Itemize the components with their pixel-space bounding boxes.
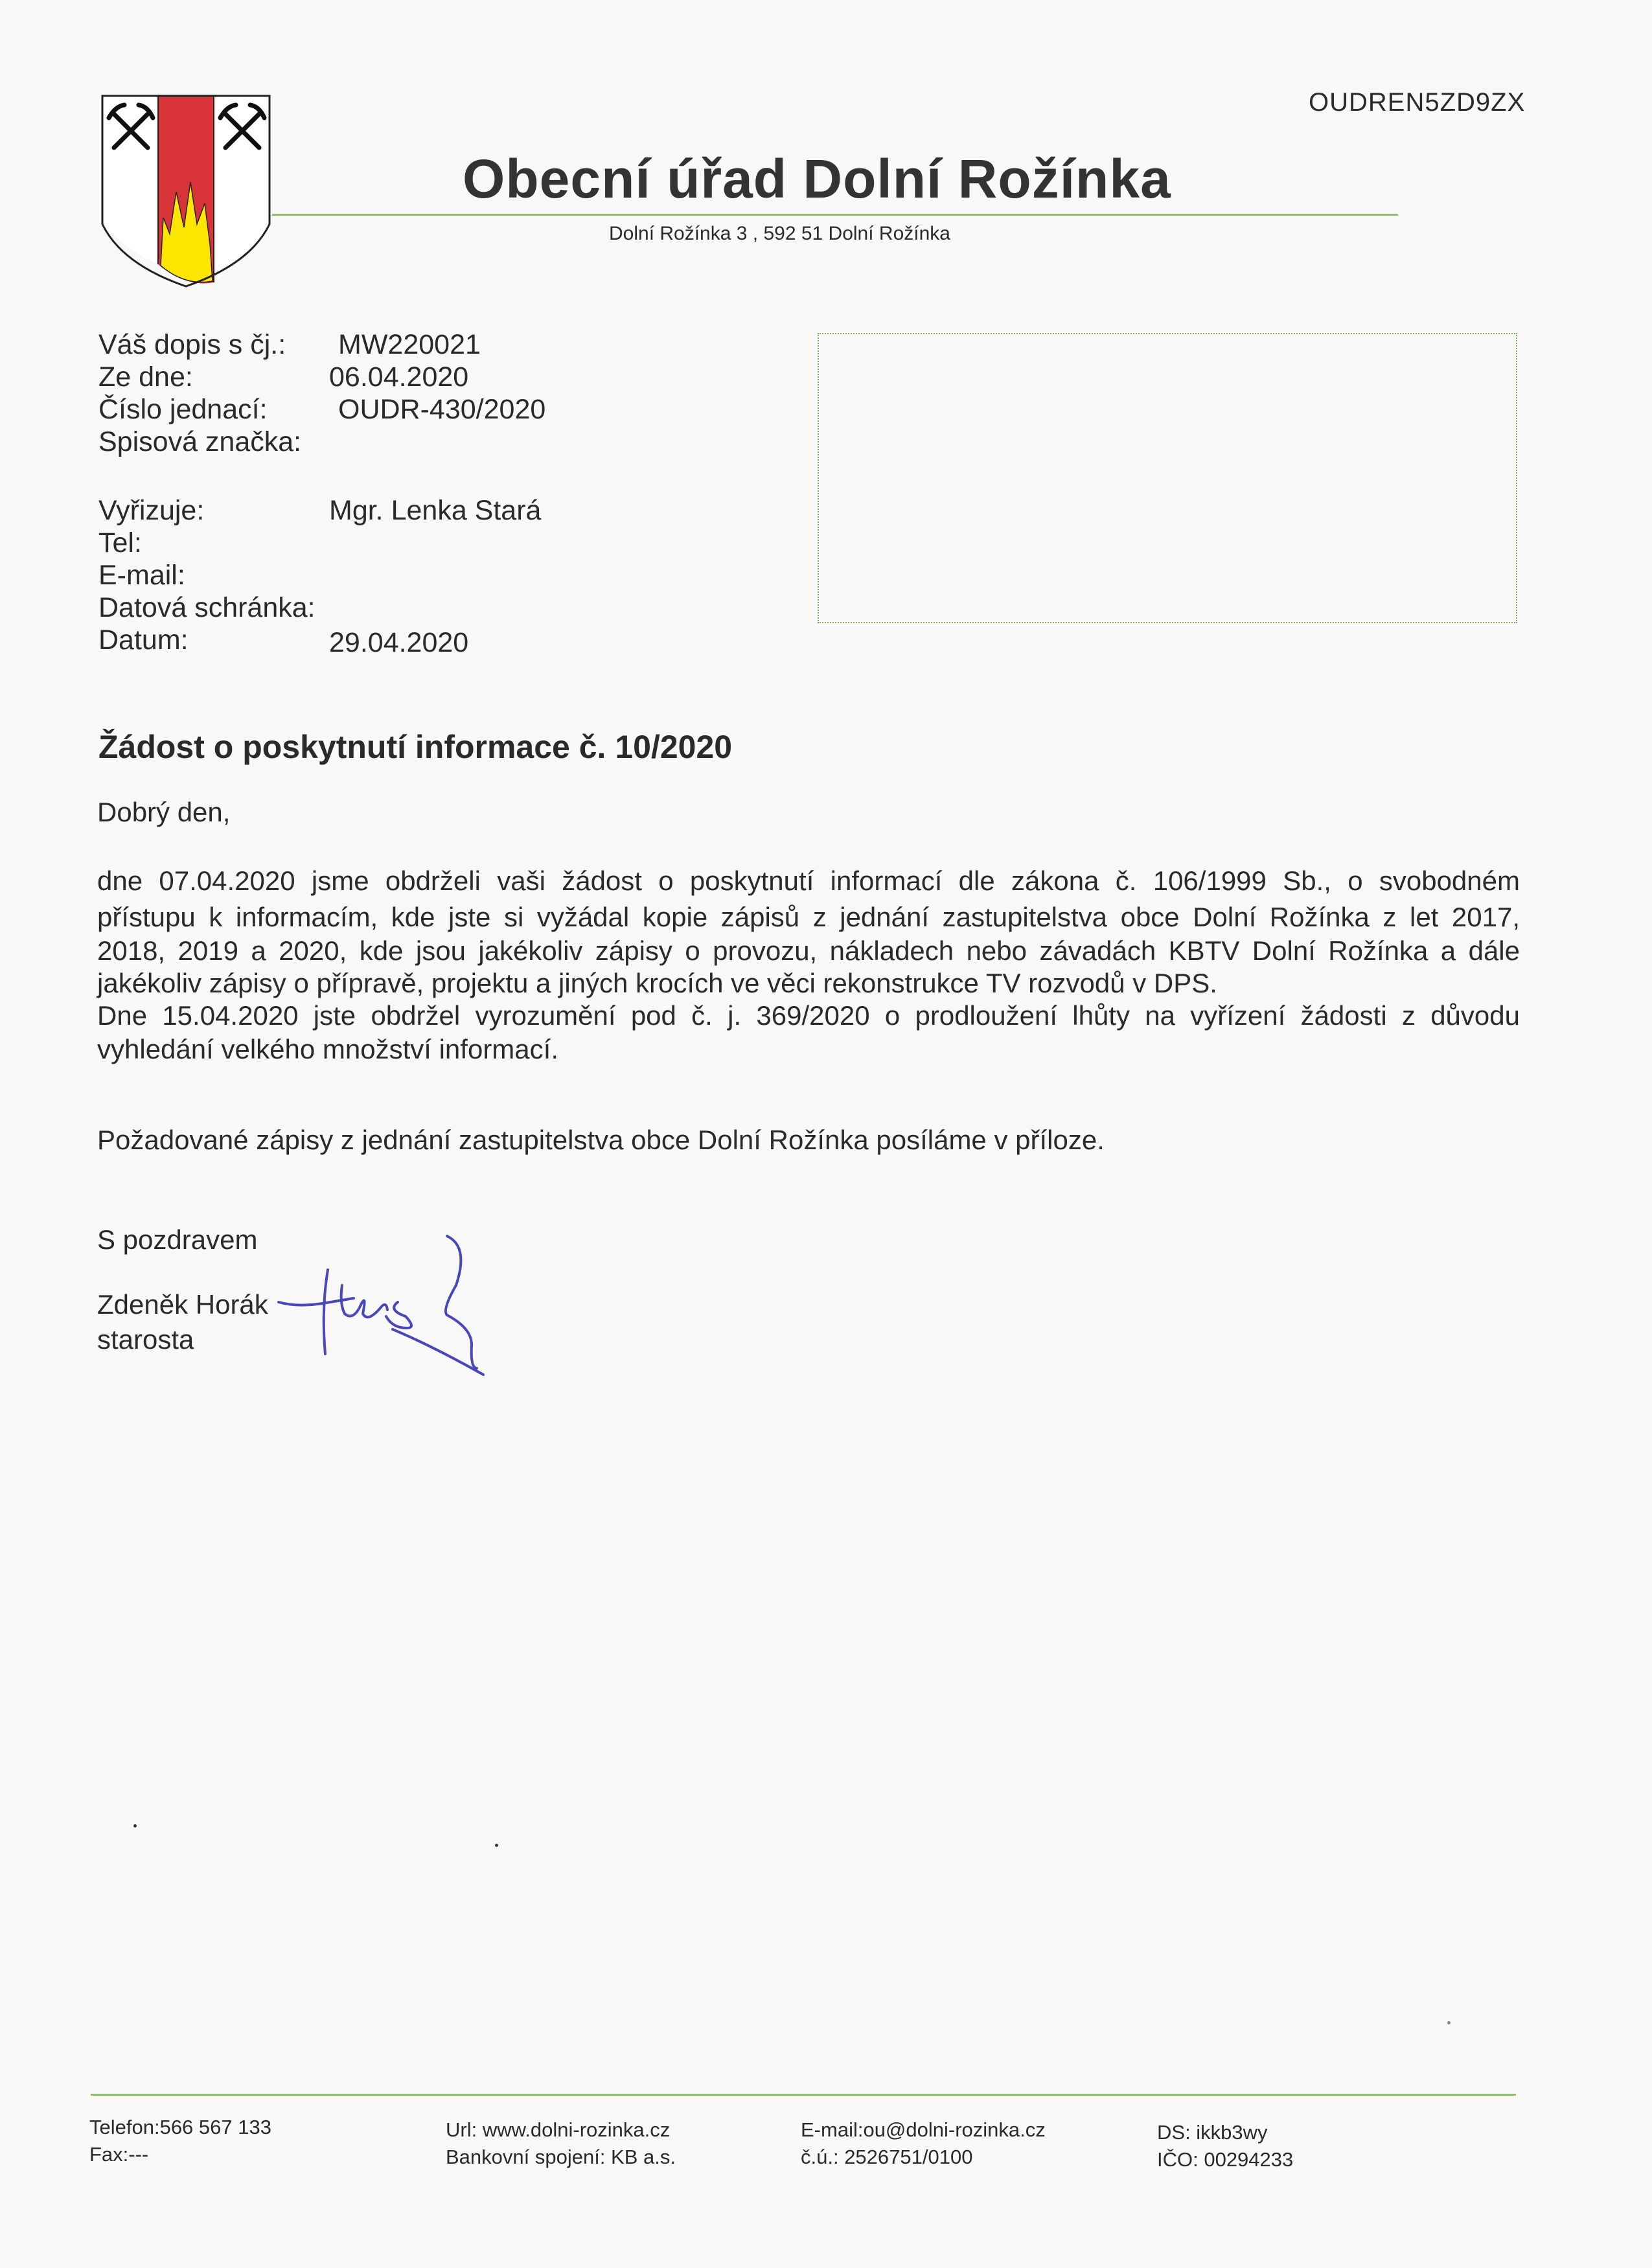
ref-value: MW220021 — [338, 329, 481, 360]
footer-url: Url: www.dolni-rozinka.cz — [446, 2118, 671, 2141]
header-divider — [272, 214, 1398, 216]
handler-value: Mgr. Lenka Stará — [329, 495, 542, 526]
date-value: 29.04.2020 — [329, 627, 469, 658]
footer-ico: IČO: 00294233 — [1157, 2148, 1294, 2171]
document-code: OUDREN5ZD9ZX — [1309, 88, 1526, 117]
tel-label: Tel: — [98, 527, 142, 558]
case-number-value: OUDR-430/2020 — [338, 394, 546, 425]
file-mark-label: Spisová značka: — [98, 426, 302, 457]
footer-email: E-mail:ou@dolni-rozinka.cz — [801, 2118, 1046, 2141]
footer-phone: Telefon:566 567 133 — [89, 2116, 271, 2138]
paragraph1-line: 2018, 2019 a 2020, kde jsou jakékoliv zápisy o provozu, nákladech nebo závadách KBTV Dolní Rožínka a dále — [97, 935, 1520, 966]
footer-fax: Fax:--- — [89, 2143, 149, 2166]
footer-divider — [91, 2094, 1516, 2096]
scan-speck — [133, 1824, 137, 1827]
paragraph3: Požadované zápisy z jednání zastupitelstva obce Dolní Rožínka posíláme v příloze. — [97, 1125, 1105, 1155]
signer-role: starosta — [97, 1324, 194, 1355]
letter-subject: Žádost o poskytnutí informace č. 10/2020 — [98, 729, 733, 765]
ref-label: Váš dopis s čj.: — [98, 329, 286, 360]
footer-account: č.ú.: 2526751/0100 — [801, 2146, 973, 2168]
email-label: E-mail: — [98, 560, 185, 591]
date-label: Datum: — [98, 624, 189, 656]
paragraph2-line: vyhledání velkého množství informací. — [97, 1034, 558, 1064]
addressee-box — [818, 333, 1517, 623]
paragraph1-line: přístupu k informacím, kde jste si vyžádal kopie zápisů z jednání zastupitelstva obce Dolní Rožínka z let 2017, — [97, 902, 1520, 932]
scan-speck — [495, 1844, 498, 1847]
databox-label: Datová schránka: — [98, 592, 315, 623]
signer-name: Zdeněk Horák — [97, 1289, 268, 1320]
handwritten-signature — [277, 1231, 485, 1380]
scan-speck — [1447, 2021, 1451, 2024]
municipal-crest-logo — [101, 95, 271, 288]
crest-right-field — [214, 96, 270, 282]
office-address: Dolní Rožínka 3 , 592 51 Dolní Rožínka — [609, 223, 950, 244]
handler-label: Vyřizuje: — [98, 495, 205, 526]
greeting: Dobrý den, — [97, 797, 231, 827]
date-from-label: Ze dne: — [98, 361, 193, 393]
paragraph1-line: dne 07.04.2020 jsme obdrželi vaši žádost o poskytnutí informací dle zákona č. 106/1999 Sb., o svobodném — [97, 865, 1520, 896]
case-number-label: Číslo jednací: — [98, 394, 268, 425]
closing: S pozdravem — [97, 1224, 258, 1255]
office-title: Obecní úřad Dolní Rožínka — [463, 148, 1171, 209]
paragraph2-line: Dne 15.04.2020 jste obdržel vyrozumění pod č. j. 369/2020 o prodloužení lhůty na vyřízení žádosti z důvodu — [97, 1000, 1520, 1031]
date-from-value: 06.04.2020 — [329, 361, 469, 393]
footer-bank: Bankovní spojení: KB a.s. — [446, 2146, 676, 2168]
paragraph1-line: jakékoliv zápisy o přípravě, projektu a jiných krocích ve věci rekonstrukce TV rozvodů v DPS. — [97, 968, 1217, 998]
footer-ds: DS: ikkb3wy — [1157, 2121, 1268, 2144]
